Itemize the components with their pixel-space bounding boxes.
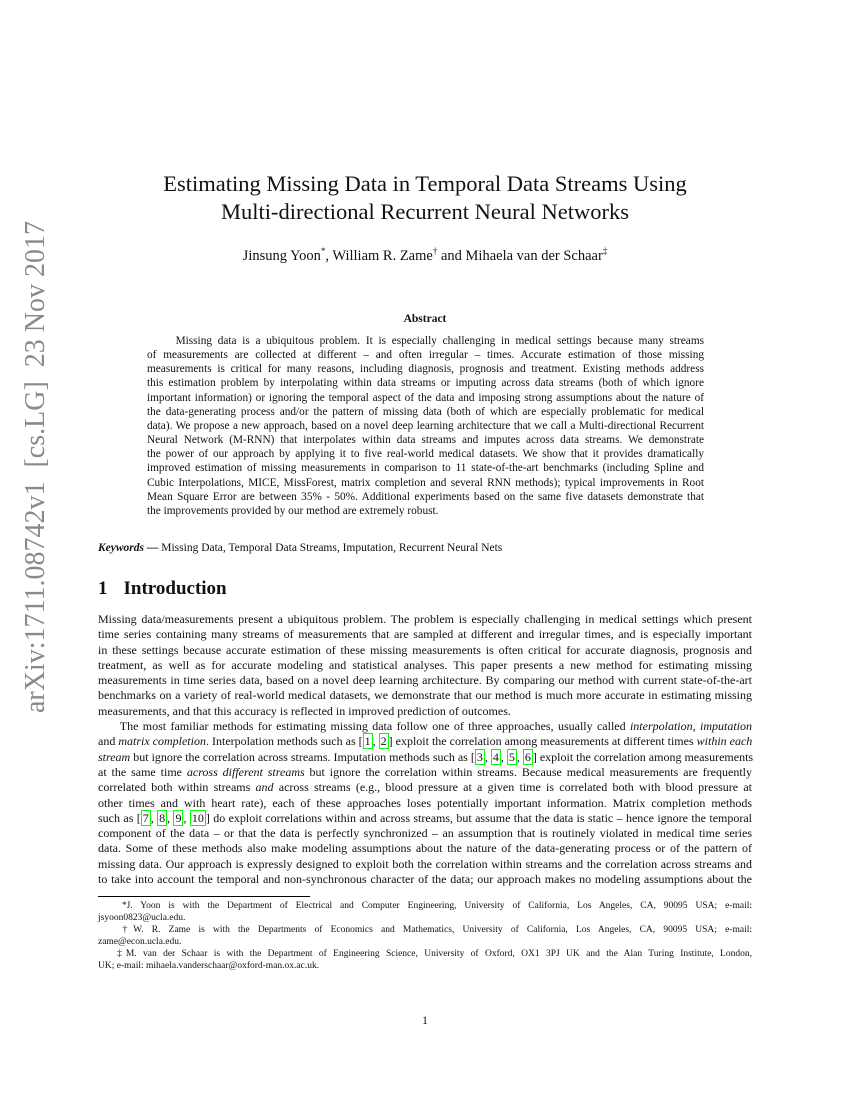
text-line <box>98 924 752 936</box>
text-line <box>147 348 704 362</box>
text-line <box>147 504 704 518</box>
text-span: across streams (e.g., blood pressure at a given time is correlated both with blood pressure at <box>273 780 753 795</box>
text-span: zame@econ.ucla.edu. <box>98 937 182 947</box>
citation-link[interactable]: 8 <box>159 810 166 825</box>
text-line <box>98 704 752 719</box>
text-line <box>98 627 752 642</box>
text-span: but ignore the correlation within streams. Because medical measurements are frequently <box>304 764 752 779</box>
text-line <box>147 490 704 504</box>
text-line <box>147 447 704 461</box>
text-line <box>98 912 752 924</box>
text-span: , <box>150 810 158 825</box>
author-separator: , <box>325 247 333 264</box>
text-span: data. Some of these methods also make modeling assumptions about the nature of the data-generating process or of the pattern of <box>98 841 752 856</box>
emphasis-text: stream <box>98 749 131 764</box>
text-span: the improvements provided by our method are extremely robust. <box>147 504 439 517</box>
text-span: UK; e-mail: mihaela.vanderschaar@oxford-man.ox.ac.uk. <box>98 961 320 971</box>
text-span: †W. R. Zame is with the Departments of Economics and Mathematics, University of California, Los Angeles, CA, 90095 USA; e-mail: <box>98 925 752 935</box>
text-span: , <box>372 734 379 749</box>
title-line: Estimating Missing Data in Temporal Data Streams Using <box>163 171 687 196</box>
text-line <box>147 419 704 433</box>
section-title: Introduction <box>123 578 227 599</box>
abstract-heading: Abstract <box>403 313 447 325</box>
text-line <box>98 658 752 673</box>
text-line <box>98 936 752 948</box>
text-span: *J. Yoon is with the Department of Electrical and Computer Engineering, University of California, Los Angeles, CA, 90095 USA; e-mail: <box>98 901 752 911</box>
text-span: treatment, as well as for accurate modeling and statistical analyses. This paper presents a new method for estimating missing <box>98 657 752 672</box>
text-line <box>98 688 752 703</box>
emphasis-text: interpolation, imputation <box>629 719 752 734</box>
text-span: do exploit correlations within and across streams, but assume that the data is static – hence ignore the temporal <box>209 810 753 825</box>
affiliation-mark: † <box>432 246 438 256</box>
text-span: at the same time <box>98 764 187 779</box>
text-span: , <box>516 749 523 764</box>
text-span: Neural Network (M-RNN) that interpolates within data streams and imputes across data streams. We demonstrate <box>147 434 704 447</box>
text-line <box>98 612 752 627</box>
text-span: benchmarks on a variety of real-world medical datasets, we demonstrate that our method is much more accurate in estimating missing <box>98 688 752 703</box>
abstract-body <box>147 334 704 518</box>
text-span: exploit the correlation among measurements at different times <box>392 734 697 749</box>
text-line: such as [ 7 , 8 , 9 , 10 ] do exploit correlations within and across streams, but assume that the data is static – hence ignore the temporal <box>98 810 753 825</box>
citation-link[interactable]: 3 <box>476 749 483 764</box>
text-line <box>98 796 752 811</box>
text-span: measurements in time series data, based on a novel deep learning architecture. By comparing our method with current state-of-the-art <box>98 673 752 688</box>
text-line <box>98 948 752 960</box>
text-span: and <box>98 734 119 749</box>
text-span: in these settings because accurate estimation of these missing measurements is often critical for accurate diagnosis, prognosis and <box>98 642 752 657</box>
introduction-body <box>98 612 752 887</box>
text-line <box>147 433 704 447</box>
text-span: to take into account the temporal and non-synchronous character of the data; our approach makes no modeling assumptions about the <box>98 872 752 887</box>
citation-link[interactable]: 10 <box>191 810 204 825</box>
text-span: time series containing many streams of measurements that are sampled at different and irregular times, and is especially important <box>98 627 752 642</box>
text-line <box>98 872 752 887</box>
text-span: jsyoon0823@ucla.edu. <box>98 913 186 923</box>
citation-link[interactable]: 5 <box>508 749 515 764</box>
keywords-label: Keywords — <box>98 542 159 554</box>
emphasis-text: across different streams <box>186 764 305 779</box>
arxiv-stamp: arXiv:1711.08742v1 [cs.LG] 23 Nov 2017 <box>20 220 51 714</box>
author-name: Jinsung Yoon <box>242 247 321 264</box>
text-line <box>98 841 752 856</box>
text-line <box>147 461 704 475</box>
text-span: measurements is critical for many reasons, including diagnosis, prognosis and treatment. Existing methods address <box>147 363 704 376</box>
emphasis-text: matrix completion <box>118 734 206 749</box>
text-line <box>98 765 752 780</box>
text-span: , <box>183 810 190 825</box>
text-line: and matrix completion. Interpolation methods such as [ 1 , 2 ] exploit the correlation among measurements at different times within each <box>98 734 753 749</box>
text-span: but ignore the correlation across streams. Imputation methods such as <box>130 749 471 764</box>
text-span: , <box>167 810 174 825</box>
text-span: other times and with heart rate), each of these approaches loses potentially important information. Matrix completion methods <box>98 795 752 810</box>
author-list <box>0 246 850 265</box>
text-span: the data-generating process and/or the pattern of missing data (both of which are especially problematic for medical <box>147 405 704 418</box>
citation-link[interactable]: 1 <box>364 734 371 749</box>
paper-title <box>0 170 850 226</box>
text-line: stream but ignore the correlation across streams. Imputation methods such as [ 3 , 4 , 5 , 6 ] exploit the correlation among measurements <box>98 749 754 764</box>
text-line <box>98 643 752 658</box>
citation-link[interactable]: 2 <box>380 734 387 749</box>
text-line <box>98 960 752 972</box>
text-line <box>147 391 704 405</box>
text-span: exploit the correlation among measurements <box>536 749 754 764</box>
keywords <box>98 542 502 554</box>
text-line <box>98 826 752 841</box>
emphasis-text: and <box>255 780 274 795</box>
footnote-rule <box>98 896 310 897</box>
text-span: improved estimation of missing measurements in comparison to 11 state-of-the-art benchmarks (including Spline and <box>147 462 704 475</box>
text-span: of measurements are collected at different – and often irregular – times. Accurate estimation of those missing <box>147 349 704 362</box>
text-line <box>147 362 704 376</box>
citation-link[interactable]: 6 <box>524 749 531 764</box>
text-line <box>98 673 752 688</box>
affiliation-mark: * <box>320 246 326 256</box>
text-line <box>98 857 752 872</box>
text-line <box>147 405 704 419</box>
page-number: 1 <box>422 1013 428 1027</box>
text-span: the power of our approach by applying it to five real-world medical datasets. We show that it provides dramatically <box>147 448 704 461</box>
text-line <box>98 780 752 795</box>
section-number: 1 <box>98 578 108 599</box>
text-span: , <box>484 749 491 764</box>
text-span: important information) or ignoring the temporal aspect of the data and imposing strong assumptions about the nature of <box>147 391 704 404</box>
text-span: . Interpolation methods such as <box>205 734 359 749</box>
text-span: data). We propose a new approach, based on a novel deep learning architecture that we call a Multi-directional Recurrent <box>147 419 704 432</box>
citation-link[interactable]: 9 <box>175 810 182 825</box>
section-heading <box>98 578 227 600</box>
author-name: Mihaela van der Schaar <box>465 247 603 264</box>
citation-link[interactable]: 4 <box>492 749 499 764</box>
text-line <box>147 476 704 490</box>
keywords-text: Missing Data, Temporal Data Streams, Imputation, Recurrent Neural Nets <box>158 542 503 554</box>
text-span: Missing data is a ubiquitous problem. It is especially challenging in medical settings because many streams <box>147 335 704 347</box>
text-span: measurements, and that this accuracy is reflected in improved prediction of outcomes. <box>98 703 511 718</box>
text-span: , <box>500 749 507 764</box>
text-span: Cubic Interpolations, MICE, MissForest, matrix completion and several RNN methods); typical improvements in Root <box>147 476 704 489</box>
text-span: correlated both within streams <box>98 780 256 795</box>
title-line: Multi-directional Recurrent Neural Networks <box>221 199 629 224</box>
footnotes <box>98 900 752 972</box>
text-span: Missing data/measurements present a ubiquitous problem. The problem is especially challenging in medical settings which present <box>98 612 752 626</box>
text-span: Mean Square Error are between 35% - 50%. Additional experiments based on the same five datasets demonstrate that <box>147 490 704 503</box>
text-line <box>147 334 704 348</box>
text-span: ‡M. van der Schaar is with the Department of Engineering Science, University of Oxford, OX1 3PJ UK and the Alan Turing Institute, London, <box>98 949 752 959</box>
text-line <box>98 900 752 912</box>
affiliation-mark: ‡ <box>602 246 608 256</box>
text-span: this estimation problem by interpolating within data streams or imputing across data streams (both of which ignore <box>147 377 704 390</box>
text-line <box>98 719 752 734</box>
text-span: component of the data – or that the data is perfectly synchronized – an assumption that is routinely violated in medical time series <box>98 826 752 841</box>
text-line <box>147 376 704 390</box>
author-name: William R. Zame <box>332 247 433 264</box>
text-span: The most familiar methods for estimating missing data follow one of three approaches, usually called <box>98 719 630 734</box>
text-span: such as <box>98 810 137 825</box>
emphasis-text: within each <box>696 734 753 749</box>
text-span: missing data. Our approach is expressly designed to exploit both the correlation within streams and the correlation across streams and <box>98 856 752 871</box>
citation-link[interactable]: 7 <box>142 810 149 825</box>
author-separator: and <box>437 247 466 264</box>
